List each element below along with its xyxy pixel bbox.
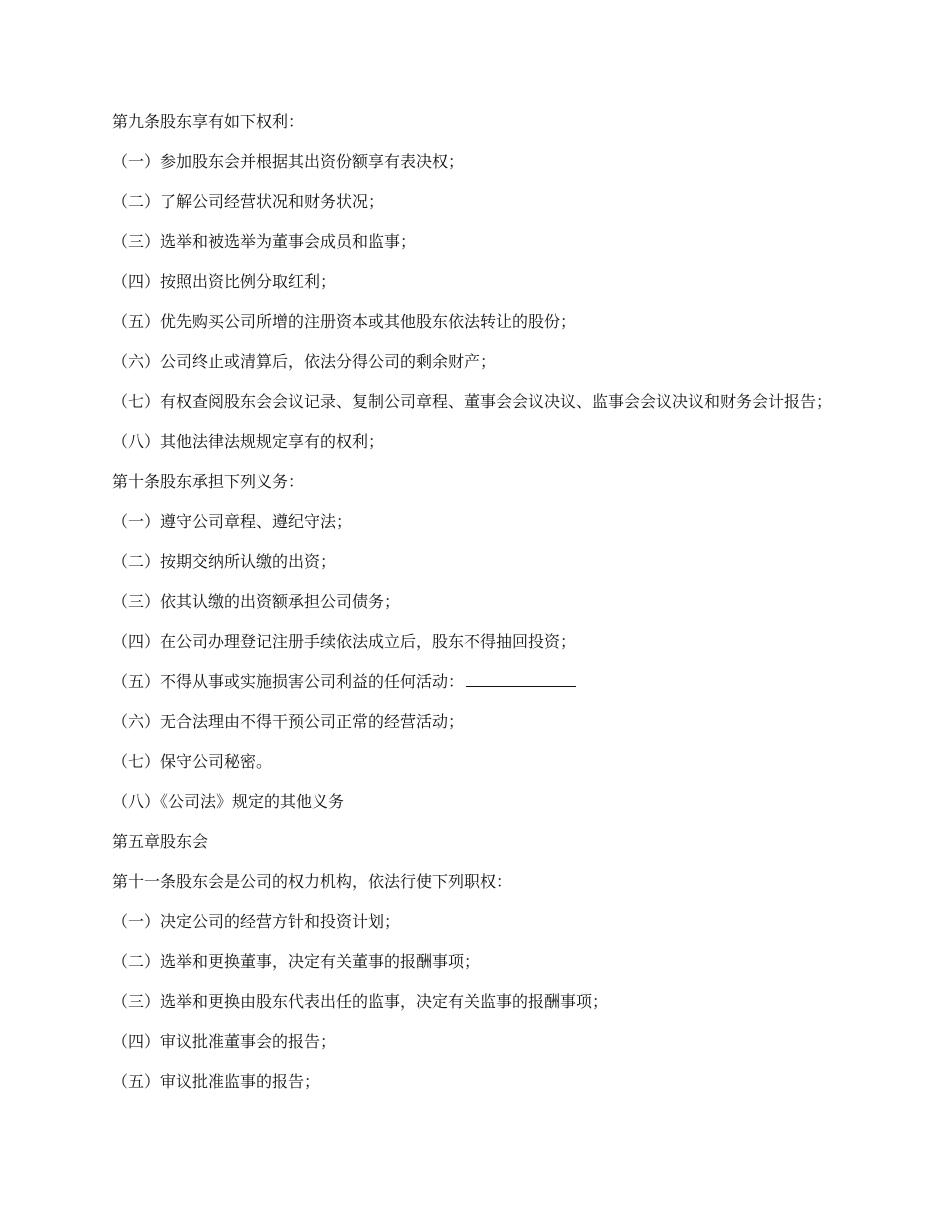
article-11-item-1: （一）决定公司的经营方针和投资计划；	[112, 912, 401, 931]
article-10-item-8: （八）《公司法》规定的其他义务	[112, 792, 345, 811]
article-10-item-2: （二）按期交纳所认缴的出资；	[112, 552, 337, 571]
article-10-item-5-text: （五）不得从事或实施损害公司利益的任何活动：	[112, 672, 465, 691]
article-10-item-5	[112, 672, 842, 692]
article-9-item-1: （一）参加股东会并根据其出资份额享有表决权；	[112, 152, 465, 171]
fill-in-blank-line	[466, 672, 576, 687]
article-9-item-7: （七）有权查阅股东会会议记录、复制公司章程、董事会会议决议、监事会会议决议和财务会计报告；	[112, 392, 833, 411]
article-10-item-7: （七）保守公司秘密。	[112, 752, 273, 771]
document-page	[112, 112, 842, 1112]
article-9-item-2: （二）了解公司经营状况和财务状况；	[112, 192, 385, 211]
chapter-5-heading: 第五章股东会	[112, 832, 209, 851]
article-9-item-3: （三）选举和被选举为董事会成员和监事；	[112, 232, 417, 251]
article-11-heading: 第十一条股东会是公司的权力机构，依法行使下列职权：	[112, 872, 513, 891]
article-11-item-4: （四）审议批准董事会的报告；	[112, 1032, 337, 1051]
article-11-item-2: （二）选举和更换董事，决定有关董事的报酬事项；	[112, 952, 481, 971]
article-10-item-4: （四）在公司办理登记注册手续依法成立后，股东不得抽回投资；	[112, 632, 577, 651]
article-10-item-1: （一）遵守公司章程、遵纪守法；	[112, 512, 353, 531]
article-11-item-5: （五）审议批准监事的报告；	[112, 1072, 321, 1091]
article-10-item-3: （三）依其认缴的出资额承担公司债务；	[112, 592, 401, 611]
article-9-item-4: （四）按照出资比例分取红利；	[112, 272, 337, 291]
article-9-item-5: （五）优先购买公司所增的注册资本或其他股东依法转让的股份；	[112, 312, 577, 331]
article-11-item-3: （三）选举和更换由股东代表出任的监事，决定有关监事的报酬事项；	[112, 992, 609, 1011]
article-10-heading: 第十条股东承担下列义务：	[112, 472, 305, 491]
article-9-item-6: （六）公司终止或清算后，依法分得公司的剩余财产；	[112, 352, 497, 371]
article-9-item-8: （八）其他法律法规规定享有的权利；	[112, 432, 385, 451]
article-10-item-6: （六）无合法理由不得干预公司正常的经营活动；	[112, 712, 465, 731]
article-9-heading: 第九条股东享有如下权利：	[112, 112, 305, 131]
